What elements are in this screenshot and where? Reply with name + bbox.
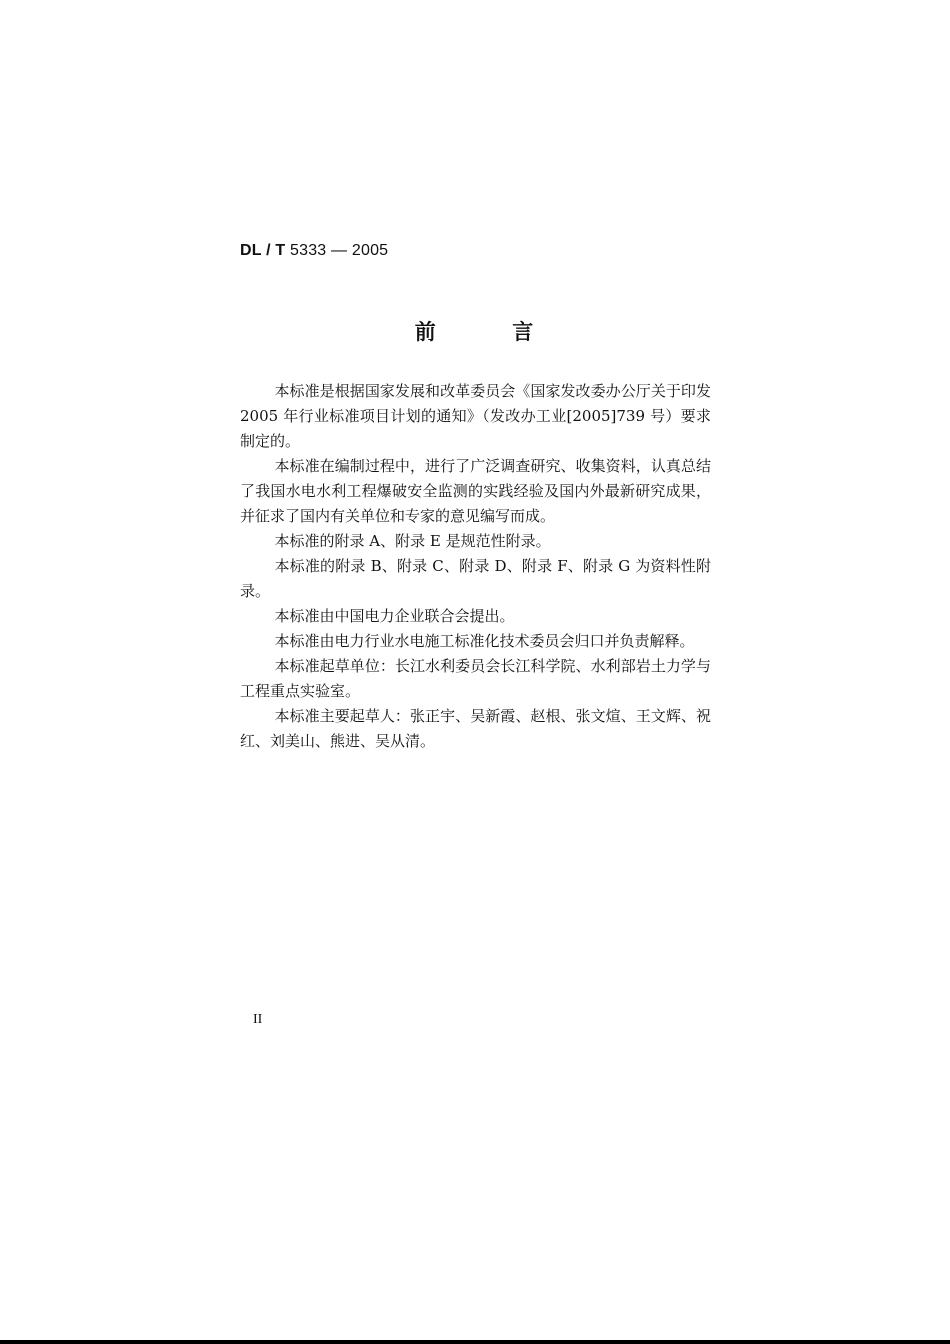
paragraph: 本标准是根据国家发展和改革委员会《国家发改委办公厅关于印发 2005 年行业标准项目计划的通知》（发改办工业[2005]739 号）要求制定的。: [240, 382, 711, 450]
page-number: II: [253, 1012, 263, 1027]
paragraph: 本标准的附录 A、附录 E 是规范性附录。: [274, 532, 551, 550]
foreword-body: [240, 379, 711, 754]
paragraph: 本标准起草单位：长江水利委员会长江科学院、水利部岩土力学与工程重点实验室。: [240, 657, 711, 700]
page-title: 前 言: [414, 320, 536, 344]
standard-code: [240, 242, 388, 260]
standard-number: 5333 — 2005: [285, 242, 389, 259]
paragraph: 本标准由中国电力企业联合会提出。: [274, 607, 515, 625]
bottom-border: [0, 1340, 950, 1344]
paragraph: 本标准由电力行业水电施工标准化技术委员会归口并负责解释。: [274, 632, 695, 650]
paragraph: 本标准的附录 B、附录 C、附录 D、附录 F、附录 G 为资料性附录。: [240, 557, 711, 600]
paragraph: 本标准在编制过程中，进行了广泛调查研究、收集资料，认真总结了我国水电水利工程爆破安全监测的实践经验及国内外最新研究成果，并征求了国内有关单位和专家的意见编写而成。: [240, 457, 711, 525]
standard-prefix: DL / T: [240, 242, 286, 259]
paragraph: 本标准主要起草人：张正宇、吴新霞、赵根、张文煊、王文辉、祝红、刘美山、熊进、吴从清。: [240, 707, 711, 750]
